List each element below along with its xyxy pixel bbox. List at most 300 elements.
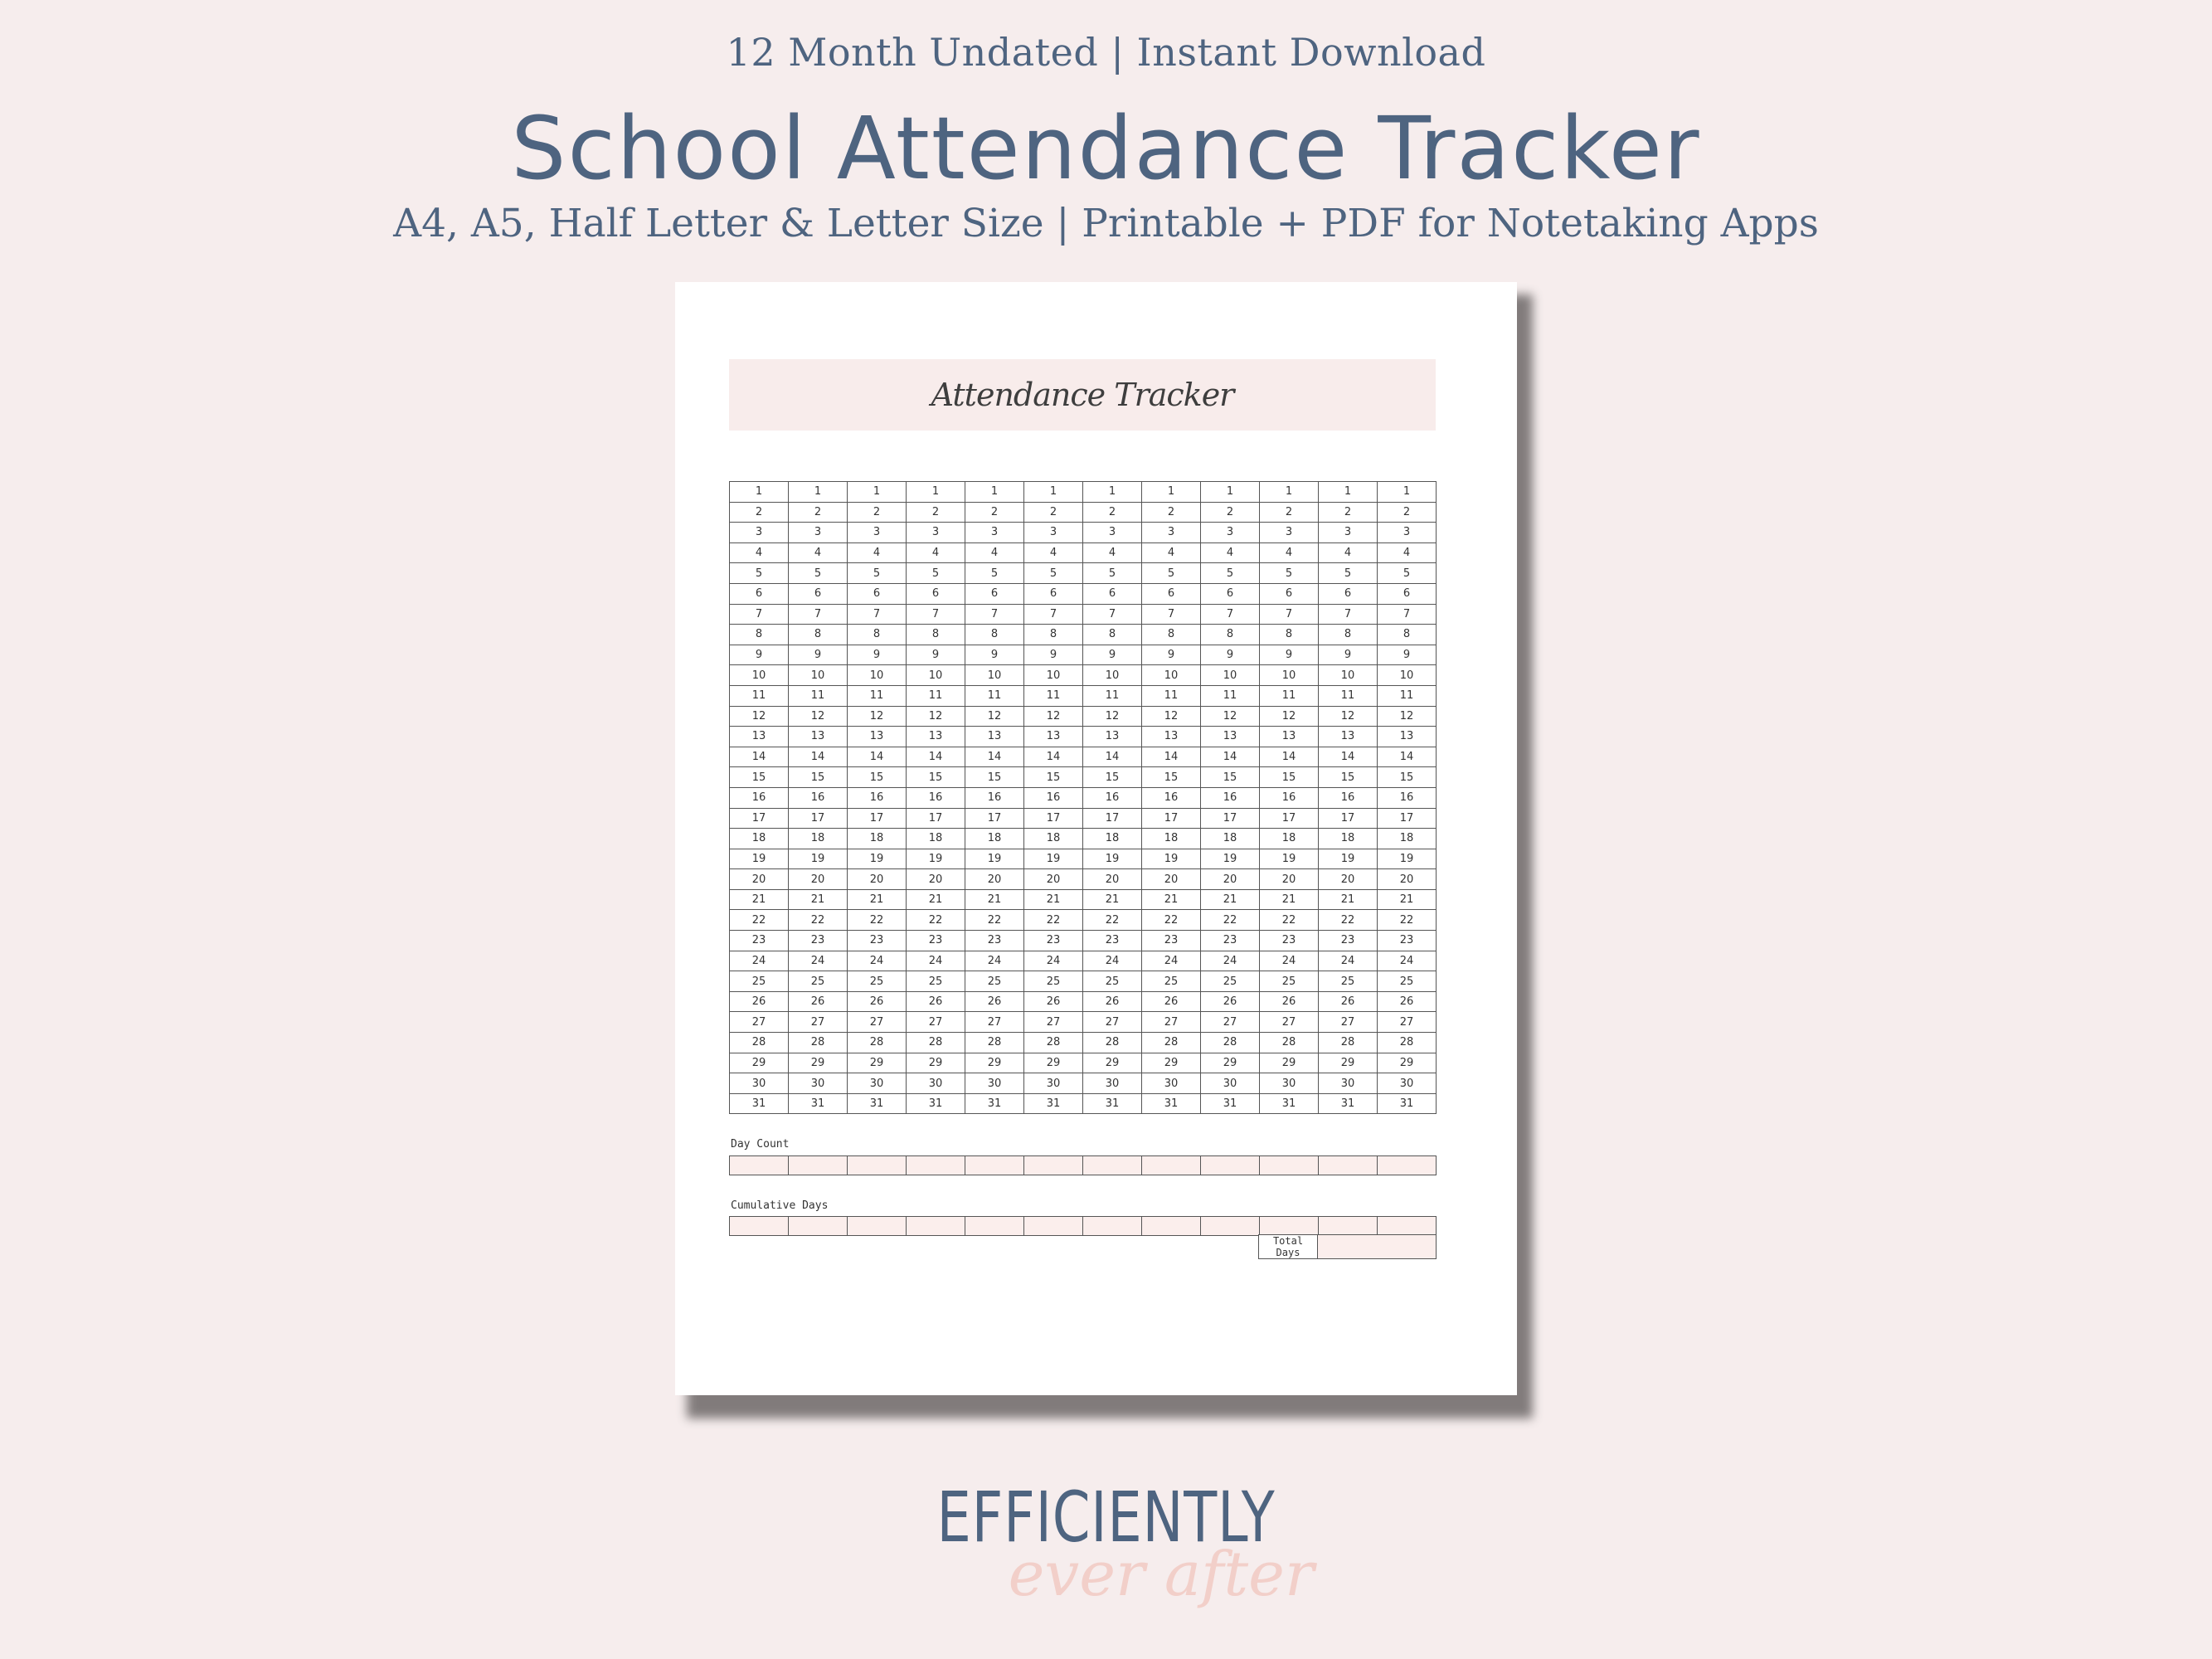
day-cell[interactable]: 12 [1378,706,1437,727]
day-cell[interactable]: 31 [1319,1093,1378,1114]
day-cell[interactable]: 11 [730,685,789,706]
day-cell[interactable]: 22 [965,910,1024,931]
day-cell[interactable]: 2 [1319,502,1378,523]
day-cell[interactable]: 6 [1142,583,1201,604]
day-cell[interactable]: 29 [1083,1053,1142,1073]
day-cell[interactable]: 22 [1142,910,1201,931]
day-cell[interactable]: 21 [848,889,907,910]
day-cell[interactable]: 12 [1142,706,1201,727]
day-cell[interactable]: 5 [907,563,965,584]
day-cell[interactable]: 17 [1260,808,1319,829]
day-cell[interactable]: 1 [1142,482,1201,503]
day-cell[interactable]: 24 [907,951,965,971]
day-cell[interactable]: 9 [907,645,965,665]
day-cell[interactable]: 11 [1260,685,1319,706]
day-cell[interactable]: 22 [730,910,789,931]
day-cell[interactable]: 8 [730,625,789,645]
day-cell[interactable]: 30 [1024,1073,1083,1094]
day-cell[interactable]: 18 [1083,829,1142,849]
day-cell[interactable]: 26 [1319,991,1378,1012]
day-cell[interactable]: 17 [1201,808,1260,829]
day-cell[interactable]: 11 [1142,685,1201,706]
day-cell[interactable]: 5 [1201,563,1260,584]
day-cell[interactable]: 7 [1378,604,1437,625]
day-cell[interactable]: 24 [965,951,1024,971]
day-cell[interactable]: 14 [1201,747,1260,767]
day-cell[interactable]: 23 [1260,931,1319,951]
day-cell[interactable]: 24 [1201,951,1260,971]
day-cell[interactable]: 23 [965,931,1024,951]
day-cell[interactable]: 6 [1260,583,1319,604]
day-cell[interactable]: 20 [1201,869,1260,890]
day-cell[interactable]: 30 [1378,1073,1437,1094]
day-cell[interactable]: 29 [1378,1053,1437,1073]
day-cell[interactable]: 3 [1142,523,1201,543]
day-cell[interactable]: 15 [1260,767,1319,788]
day-cell[interactable]: 14 [965,747,1024,767]
day-cell[interactable]: 2 [1083,502,1142,523]
day-cell[interactable]: 2 [789,502,848,523]
day-cell[interactable]: 23 [1142,931,1201,951]
day-cell[interactable]: 16 [1319,787,1378,808]
day-cell[interactable]: 26 [1083,991,1142,1012]
day-cell[interactable]: 21 [1201,889,1260,910]
cumulative-days-cell[interactable] [1083,1217,1142,1236]
day-cell[interactable]: 6 [730,583,789,604]
day-cell[interactable]: 21 [1319,889,1378,910]
day-cell[interactable]: 14 [848,747,907,767]
day-cell[interactable]: 21 [1260,889,1319,910]
day-cell[interactable]: 23 [1319,931,1378,951]
day-cell[interactable]: 23 [1378,931,1437,951]
day-cell[interactable]: 4 [1319,542,1378,563]
day-cell[interactable]: 1 [1201,482,1260,503]
day-cell[interactable]: 21 [965,889,1024,910]
day-cell[interactable]: 10 [730,665,789,686]
day-cell[interactable]: 12 [1083,706,1142,727]
day-cell[interactable]: 5 [1083,563,1142,584]
day-cell[interactable]: 26 [907,991,965,1012]
day-cell[interactable]: 12 [965,706,1024,727]
day-cell[interactable]: 19 [1260,849,1319,869]
day-cell[interactable]: 31 [965,1093,1024,1114]
day-cell[interactable]: 4 [1260,542,1319,563]
day-cell[interactable]: 20 [789,869,848,890]
day-cell[interactable]: 11 [1024,685,1083,706]
day-cell[interactable]: 6 [1083,583,1142,604]
day-cell[interactable]: 26 [965,991,1024,1012]
day-cell[interactable]: 14 [1260,747,1319,767]
day-cell[interactable]: 8 [1319,625,1378,645]
day-cell[interactable]: 24 [730,951,789,971]
day-count-cell[interactable] [1378,1156,1437,1175]
day-cell[interactable]: 7 [1260,604,1319,625]
day-cell[interactable]: 5 [848,563,907,584]
day-cell[interactable]: 28 [1260,1033,1319,1053]
day-cell[interactable]: 28 [789,1033,848,1053]
day-cell[interactable]: 6 [907,583,965,604]
day-cell[interactable]: 26 [730,991,789,1012]
day-cell[interactable]: 7 [1319,604,1378,625]
day-cell[interactable]: 14 [1142,747,1201,767]
day-cell[interactable]: 13 [965,727,1024,747]
day-cell[interactable]: 15 [789,767,848,788]
day-cell[interactable]: 29 [789,1053,848,1073]
day-cell[interactable]: 13 [1319,727,1378,747]
day-cell[interactable]: 1 [848,482,907,503]
cumulative-days-cell[interactable] [1319,1217,1378,1236]
day-cell[interactable]: 29 [1319,1053,1378,1073]
day-cell[interactable]: 8 [1378,625,1437,645]
day-cell[interactable]: 17 [789,808,848,829]
cumulative-days-cell[interactable] [848,1217,907,1236]
day-cell[interactable]: 17 [1378,808,1437,829]
day-cell[interactable]: 30 [789,1073,848,1094]
day-cell[interactable]: 13 [1083,727,1142,747]
day-cell[interactable]: 10 [965,665,1024,686]
day-cell[interactable]: 12 [907,706,965,727]
day-count-cell[interactable] [789,1156,848,1175]
day-count-cell[interactable] [1024,1156,1083,1175]
day-cell[interactable]: 21 [1083,889,1142,910]
day-cell[interactable]: 9 [1378,645,1437,665]
day-cell[interactable]: 3 [1319,523,1378,543]
day-cell[interactable]: 20 [1260,869,1319,890]
day-cell[interactable]: 9 [789,645,848,665]
day-count-cell[interactable] [1201,1156,1260,1175]
day-cell[interactable]: 28 [1378,1033,1437,1053]
day-cell[interactable]: 25 [1024,971,1083,992]
day-cell[interactable]: 25 [965,971,1024,992]
day-cell[interactable]: 4 [1024,542,1083,563]
day-cell[interactable]: 8 [907,625,965,645]
day-cell[interactable]: 26 [1201,991,1260,1012]
day-cell[interactable]: 27 [907,1012,965,1033]
day-cell[interactable]: 20 [1142,869,1201,890]
day-cell[interactable]: 3 [730,523,789,543]
day-cell[interactable]: 8 [1201,625,1260,645]
day-count-cell[interactable] [1083,1156,1142,1175]
day-cell[interactable]: 12 [1319,706,1378,727]
day-cell[interactable]: 23 [1201,931,1260,951]
day-cell[interactable]: 14 [1319,747,1378,767]
day-cell[interactable]: 30 [1083,1073,1142,1094]
day-cell[interactable]: 25 [1142,971,1201,992]
cumulative-days-cell[interactable] [1378,1217,1437,1236]
day-cell[interactable]: 20 [1319,869,1378,890]
day-cell[interactable]: 30 [1260,1073,1319,1094]
day-cell[interactable]: 27 [1260,1012,1319,1033]
day-count-cell[interactable] [1319,1156,1378,1175]
day-cell[interactable]: 13 [1378,727,1437,747]
day-cell[interactable]: 12 [730,706,789,727]
day-cell[interactable]: 1 [1083,482,1142,503]
day-cell[interactable]: 23 [1024,931,1083,951]
day-cell[interactable]: 20 [730,869,789,890]
day-cell[interactable]: 30 [1319,1073,1378,1094]
day-cell[interactable]: 29 [730,1053,789,1073]
day-cell[interactable]: 19 [1083,849,1142,869]
day-cell[interactable]: 20 [907,869,965,890]
day-cell[interactable]: 13 [848,727,907,747]
day-cell[interactable]: 11 [1083,685,1142,706]
day-cell[interactable]: 6 [965,583,1024,604]
day-cell[interactable]: 1 [1024,482,1083,503]
day-cell[interactable]: 30 [848,1073,907,1094]
day-cell[interactable]: 7 [848,604,907,625]
day-cell[interactable]: 15 [1142,767,1201,788]
day-cell[interactable]: 31 [1260,1093,1319,1114]
day-cell[interactable]: 9 [965,645,1024,665]
day-cell[interactable]: 18 [1260,829,1319,849]
day-cell[interactable]: 31 [1083,1093,1142,1114]
day-cell[interactable]: 7 [1201,604,1260,625]
day-cell[interactable]: 11 [848,685,907,706]
day-cell[interactable]: 4 [907,542,965,563]
day-cell[interactable]: 8 [1024,625,1083,645]
day-cell[interactable]: 25 [1201,971,1260,992]
day-cell[interactable]: 22 [1201,910,1260,931]
day-cell[interactable]: 28 [1142,1033,1201,1053]
day-cell[interactable]: 19 [789,849,848,869]
day-cell[interactable]: 24 [1319,951,1378,971]
day-cell[interactable]: 13 [907,727,965,747]
day-cell[interactable]: 11 [1201,685,1260,706]
day-cell[interactable]: 2 [1260,502,1319,523]
day-count-cell[interactable] [965,1156,1024,1175]
day-cell[interactable]: 14 [1083,747,1142,767]
day-cell[interactable]: 12 [789,706,848,727]
day-cell[interactable]: 3 [1024,523,1083,543]
day-cell[interactable]: 11 [1319,685,1378,706]
day-cell[interactable]: 5 [965,563,1024,584]
day-cell[interactable]: 6 [1378,583,1437,604]
day-cell[interactable]: 31 [1378,1093,1437,1114]
day-cell[interactable]: 28 [730,1033,789,1053]
day-cell[interactable]: 4 [1201,542,1260,563]
day-cell[interactable]: 5 [1142,563,1201,584]
day-cell[interactable]: 30 [730,1073,789,1094]
day-cell[interactable]: 19 [1201,849,1260,869]
day-cell[interactable]: 17 [730,808,789,829]
day-cell[interactable]: 18 [848,829,907,849]
day-cell[interactable]: 27 [1142,1012,1201,1033]
day-cell[interactable]: 10 [1083,665,1142,686]
day-cell[interactable]: 4 [730,542,789,563]
day-cell[interactable]: 29 [1024,1053,1083,1073]
day-cell[interactable]: 10 [1319,665,1378,686]
day-cell[interactable]: 27 [1083,1012,1142,1033]
day-cell[interactable]: 3 [1083,523,1142,543]
day-cell[interactable]: 16 [848,787,907,808]
day-cell[interactable]: 2 [848,502,907,523]
day-cell[interactable]: 12 [848,706,907,727]
day-cell[interactable]: 3 [1378,523,1437,543]
day-cell[interactable]: 16 [1142,787,1201,808]
day-cell[interactable]: 8 [789,625,848,645]
day-cell[interactable]: 18 [1378,829,1437,849]
day-cell[interactable]: 26 [1378,991,1437,1012]
day-cell[interactable]: 31 [730,1093,789,1114]
day-cell[interactable]: 9 [1319,645,1378,665]
day-cell[interactable]: 14 [1378,747,1437,767]
day-count-cell[interactable] [730,1156,789,1175]
day-cell[interactable]: 30 [965,1073,1024,1094]
day-cell[interactable]: 26 [848,991,907,1012]
day-cell[interactable]: 7 [789,604,848,625]
day-cell[interactable]: 15 [965,767,1024,788]
day-cell[interactable]: 3 [1260,523,1319,543]
day-cell[interactable]: 28 [1083,1033,1142,1053]
day-cell[interactable]: 12 [1024,706,1083,727]
day-cell[interactable]: 9 [1083,645,1142,665]
day-cell[interactable]: 22 [789,910,848,931]
day-cell[interactable]: 14 [730,747,789,767]
day-cell[interactable]: 19 [1024,849,1083,869]
day-cell[interactable]: 25 [1378,971,1437,992]
day-cell[interactable]: 6 [1024,583,1083,604]
day-cell[interactable]: 11 [907,685,965,706]
day-cell[interactable]: 19 [730,849,789,869]
day-cell[interactable]: 25 [730,971,789,992]
day-cell[interactable]: 20 [1378,869,1437,890]
day-cell[interactable]: 29 [1142,1053,1201,1073]
day-cell[interactable]: 10 [1024,665,1083,686]
day-cell[interactable]: 8 [965,625,1024,645]
day-cell[interactable]: 30 [1201,1073,1260,1094]
day-cell[interactable]: 21 [1142,889,1201,910]
cumulative-days-cell[interactable] [1024,1217,1083,1236]
day-cell[interactable]: 16 [730,787,789,808]
day-cell[interactable]: 8 [1083,625,1142,645]
day-cell[interactable]: 28 [1024,1033,1083,1053]
day-cell[interactable]: 25 [789,971,848,992]
day-cell[interactable]: 4 [965,542,1024,563]
day-cell[interactable]: 31 [789,1093,848,1114]
day-cell[interactable]: 20 [965,869,1024,890]
day-cell[interactable]: 24 [848,951,907,971]
day-cell[interactable]: 17 [1142,808,1201,829]
day-cell[interactable]: 15 [1378,767,1437,788]
day-cell[interactable]: 29 [1201,1053,1260,1073]
day-cell[interactable]: 16 [1024,787,1083,808]
day-cell[interactable]: 13 [789,727,848,747]
day-cell[interactable]: 19 [1142,849,1201,869]
day-cell[interactable]: 17 [1319,808,1378,829]
day-cell[interactable]: 18 [789,829,848,849]
day-cell[interactable]: 2 [1201,502,1260,523]
day-count-cell[interactable] [1142,1156,1201,1175]
day-cell[interactable]: 1 [1319,482,1378,503]
day-cell[interactable]: 11 [965,685,1024,706]
day-cell[interactable]: 27 [965,1012,1024,1033]
day-cell[interactable]: 20 [1083,869,1142,890]
day-cell[interactable]: 9 [1260,645,1319,665]
day-cell[interactable]: 27 [848,1012,907,1033]
day-cell[interactable]: 9 [1142,645,1201,665]
day-cell[interactable]: 6 [848,583,907,604]
day-cell[interactable]: 5 [730,563,789,584]
day-count-cell[interactable] [1260,1156,1319,1175]
day-cell[interactable]: 25 [1083,971,1142,992]
day-cell[interactable]: 2 [1142,502,1201,523]
day-cell[interactable]: 7 [730,604,789,625]
day-cell[interactable]: 28 [965,1033,1024,1053]
day-cell[interactable]: 15 [1083,767,1142,788]
day-cell[interactable]: 11 [1378,685,1437,706]
day-cell[interactable]: 18 [1024,829,1083,849]
day-cell[interactable]: 17 [1024,808,1083,829]
day-cell[interactable]: 7 [1142,604,1201,625]
day-cell[interactable]: 21 [907,889,965,910]
day-cell[interactable]: 5 [789,563,848,584]
day-cell[interactable]: 29 [907,1053,965,1073]
day-cell[interactable]: 28 [1319,1033,1378,1053]
day-cell[interactable]: 27 [1378,1012,1437,1033]
day-cell[interactable]: 23 [730,931,789,951]
day-cell[interactable]: 18 [1201,829,1260,849]
day-cell[interactable]: 4 [1142,542,1201,563]
day-cell[interactable]: 20 [848,869,907,890]
day-cell[interactable]: 3 [848,523,907,543]
day-cell[interactable]: 10 [1142,665,1201,686]
day-count-cell[interactable] [848,1156,907,1175]
day-cell[interactable]: 10 [907,665,965,686]
day-cell[interactable]: 15 [1319,767,1378,788]
day-cell[interactable]: 17 [848,808,907,829]
day-cell[interactable]: 25 [907,971,965,992]
day-cell[interactable]: 13 [730,727,789,747]
day-cell[interactable]: 31 [1201,1093,1260,1114]
day-cell[interactable]: 7 [907,604,965,625]
day-cell[interactable]: 21 [789,889,848,910]
day-cell[interactable]: 2 [907,502,965,523]
day-cell[interactable]: 2 [1378,502,1437,523]
day-cell[interactable]: 3 [965,523,1024,543]
day-cell[interactable]: 27 [789,1012,848,1033]
day-cell[interactable]: 2 [965,502,1024,523]
day-cell[interactable]: 23 [907,931,965,951]
day-cell[interactable]: 1 [1378,482,1437,503]
day-cell[interactable]: 28 [907,1033,965,1053]
day-cell[interactable]: 16 [1201,787,1260,808]
day-cell[interactable]: 26 [1142,991,1201,1012]
day-cell[interactable]: 24 [1024,951,1083,971]
day-cell[interactable]: 13 [1024,727,1083,747]
day-cell[interactable]: 31 [1024,1093,1083,1114]
day-cell[interactable]: 22 [1024,910,1083,931]
day-cell[interactable]: 6 [1201,583,1260,604]
day-count-cell[interactable] [907,1156,965,1175]
day-cell[interactable]: 22 [1260,910,1319,931]
day-cell[interactable]: 19 [1378,849,1437,869]
cumulative-days-cell[interactable] [730,1217,789,1236]
day-cell[interactable]: 10 [1378,665,1437,686]
day-cell[interactable]: 13 [1260,727,1319,747]
day-cell[interactable]: 29 [848,1053,907,1073]
day-cell[interactable]: 10 [1260,665,1319,686]
day-cell[interactable]: 14 [907,747,965,767]
day-cell[interactable]: 16 [1378,787,1437,808]
day-cell[interactable]: 28 [1201,1033,1260,1053]
day-cell[interactable]: 10 [789,665,848,686]
day-cell[interactable]: 1 [907,482,965,503]
day-cell[interactable]: 23 [1083,931,1142,951]
day-cell[interactable]: 25 [1260,971,1319,992]
day-cell[interactable]: 16 [789,787,848,808]
day-cell[interactable]: 14 [789,747,848,767]
day-cell[interactable]: 22 [1378,910,1437,931]
